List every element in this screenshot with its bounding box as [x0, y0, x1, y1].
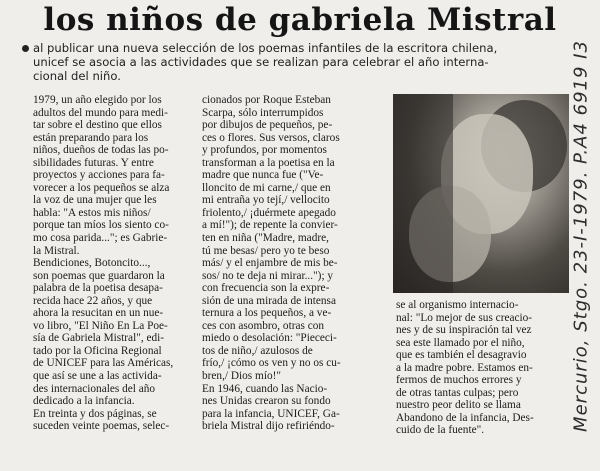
column-line: En 1946, cuando las Nacio- — [202, 382, 328, 395]
handwritten-source-note: Mercurio, Stgo. 23-I-1979. P.A4 6919 I3 — [570, 40, 592, 432]
column-line: madre que nunca fue ("Ve- — [202, 169, 324, 182]
column-line: que es también el desagravio — [396, 349, 527, 362]
column-line: son poemas que guardaron la — [33, 269, 165, 282]
column-line: des internacionales del año — [33, 382, 156, 395]
column-line: friolento,/ ¡duérmete apegado — [202, 206, 336, 219]
column-line: ahora la resucitan en un nue- — [33, 307, 164, 320]
article-photo — [393, 94, 569, 293]
column-line: sión de una mirada de intensa — [202, 294, 336, 307]
column-2 — [202, 94, 385, 433]
bullet-icon — [22, 45, 29, 52]
column-line: de otras tantas culpas; pero — [396, 386, 519, 399]
column-line: nes Unidas crearon su fondo — [202, 395, 331, 408]
column-line: sía de Gabriela Mistral", edi- — [33, 332, 165, 345]
lead-line: unicef se asocia a las actividades que se realizan para celebrar el año interna- — [33, 55, 489, 69]
column-line: más/ y el enjambre de mis be- — [202, 257, 338, 270]
column-line: a la madre pobre. Estamos en- — [396, 361, 533, 374]
column-line: porque tan míos los siento co- — [33, 219, 169, 232]
column-line: para la infancia, UNICEF, Ga- — [202, 407, 340, 420]
column-line: En treinta y dos páginas, se — [33, 407, 157, 420]
column-line: vo libro, "El Niño En La Poe- — [33, 319, 168, 332]
column-line: mi entraña yo tejí,/ vellocito — [202, 194, 330, 207]
column-line: adultos del mundo para medi- — [33, 106, 168, 119]
column-line: cionados por Roque Esteban — [202, 94, 331, 106]
column-1 — [33, 94, 195, 433]
column-line: y profundos, por momentos — [202, 144, 327, 157]
column-line: con frecuencia son la expre- — [202, 282, 330, 295]
column-line: suceden veinte poemas, selec- — [33, 420, 170, 433]
lead-line: al publicar una nueva selección de los poemas infantiles de la escritora chilena, — [33, 41, 498, 55]
column-line: Scarpa, sólo interrumpidos — [202, 106, 324, 119]
column-line: tado por la Oficina Regional — [33, 344, 162, 357]
column-line: nes y de su inspiración tal vez — [396, 324, 532, 337]
column-line: ces con asombro, otras con — [202, 319, 325, 332]
column-line: fermos de muchos errores y — [396, 374, 522, 387]
column-line: Abandono de la infancia, Des- — [396, 411, 534, 424]
column-line: por dibujos de pequeños, pe- — [202, 119, 333, 132]
column-line: vorecer a los pequeños se alza — [33, 181, 170, 194]
column-line: la Mistral. — [33, 244, 80, 257]
column-line: se al organismo internacio- — [396, 299, 519, 311]
column-line: que así se une a las activida- — [33, 370, 162, 383]
column-line: sos/ no te deja ni mirar..."); y — [202, 269, 334, 282]
column-line: están preparando para los — [33, 131, 149, 144]
column-line: bren,/ Dios mío!" — [202, 370, 281, 383]
column-line: ten en niña ("Madre, madre, — [202, 232, 329, 245]
column-line: dedicado a la infancia. — [33, 395, 135, 408]
column-line: ces o flores. Sus versos, claros — [202, 131, 340, 144]
column-line: frío,/ ¡cómo os ven y no os cu- — [202, 357, 341, 370]
column-line: briela Mistral dijo refiriéndo- — [202, 420, 335, 433]
column-line: a mí!"); de repente la convier- — [202, 219, 338, 232]
photo-shape — [393, 94, 453, 293]
column-3 — [396, 299, 567, 437]
column-line: 1979, un año elegido por los — [33, 94, 162, 106]
column-line: de UNICEF para las Américas, — [33, 357, 174, 370]
column-line: habla: "A estos mis niños/ — [33, 206, 151, 219]
column-line: palabra de la poetisa desapa- — [33, 282, 163, 295]
column-line: sea este llamado por el niño, — [396, 336, 525, 349]
column-line: Bendiciones, Botoncito..., — [33, 257, 151, 270]
column-line: ternura a los pequeños, a ve- — [202, 307, 332, 320]
lead-line: cional del niño. — [33, 69, 121, 83]
column-line: tú me besas/ pero yo te beso — [202, 244, 330, 257]
column-line: tar sobre el destino que ellos — [33, 119, 162, 132]
column-line: sibilidades futuras. Y entre — [33, 156, 154, 169]
column-line: recida hace 22 años, y que — [33, 294, 153, 307]
column-line: la voz de una mujer que les — [33, 194, 157, 207]
article-headline: los niños de gabriela Mistral — [43, 2, 557, 38]
column-line: transforman a la poetisa en la — [202, 156, 335, 169]
column-line: cuido de la fuente". — [396, 424, 485, 437]
column-line: proyectos y acciones para fa- — [33, 169, 165, 182]
column-line: nuestro peor delito se llama — [396, 399, 521, 412]
article-lead — [33, 41, 553, 83]
column-line: tos de niño,/ azulosos de — [202, 344, 313, 357]
column-line: lloncito de mi carne,/ que en — [202, 181, 331, 194]
column-line: niños, dueños de todas las po- — [33, 144, 169, 157]
column-line: miedo o desolación: "Piececi- — [202, 332, 337, 345]
column-line: nal: "Lo mejor de sus creacio- — [396, 311, 533, 324]
column-line: mo cosa parida..."; es Gabrie- — [33, 232, 168, 245]
